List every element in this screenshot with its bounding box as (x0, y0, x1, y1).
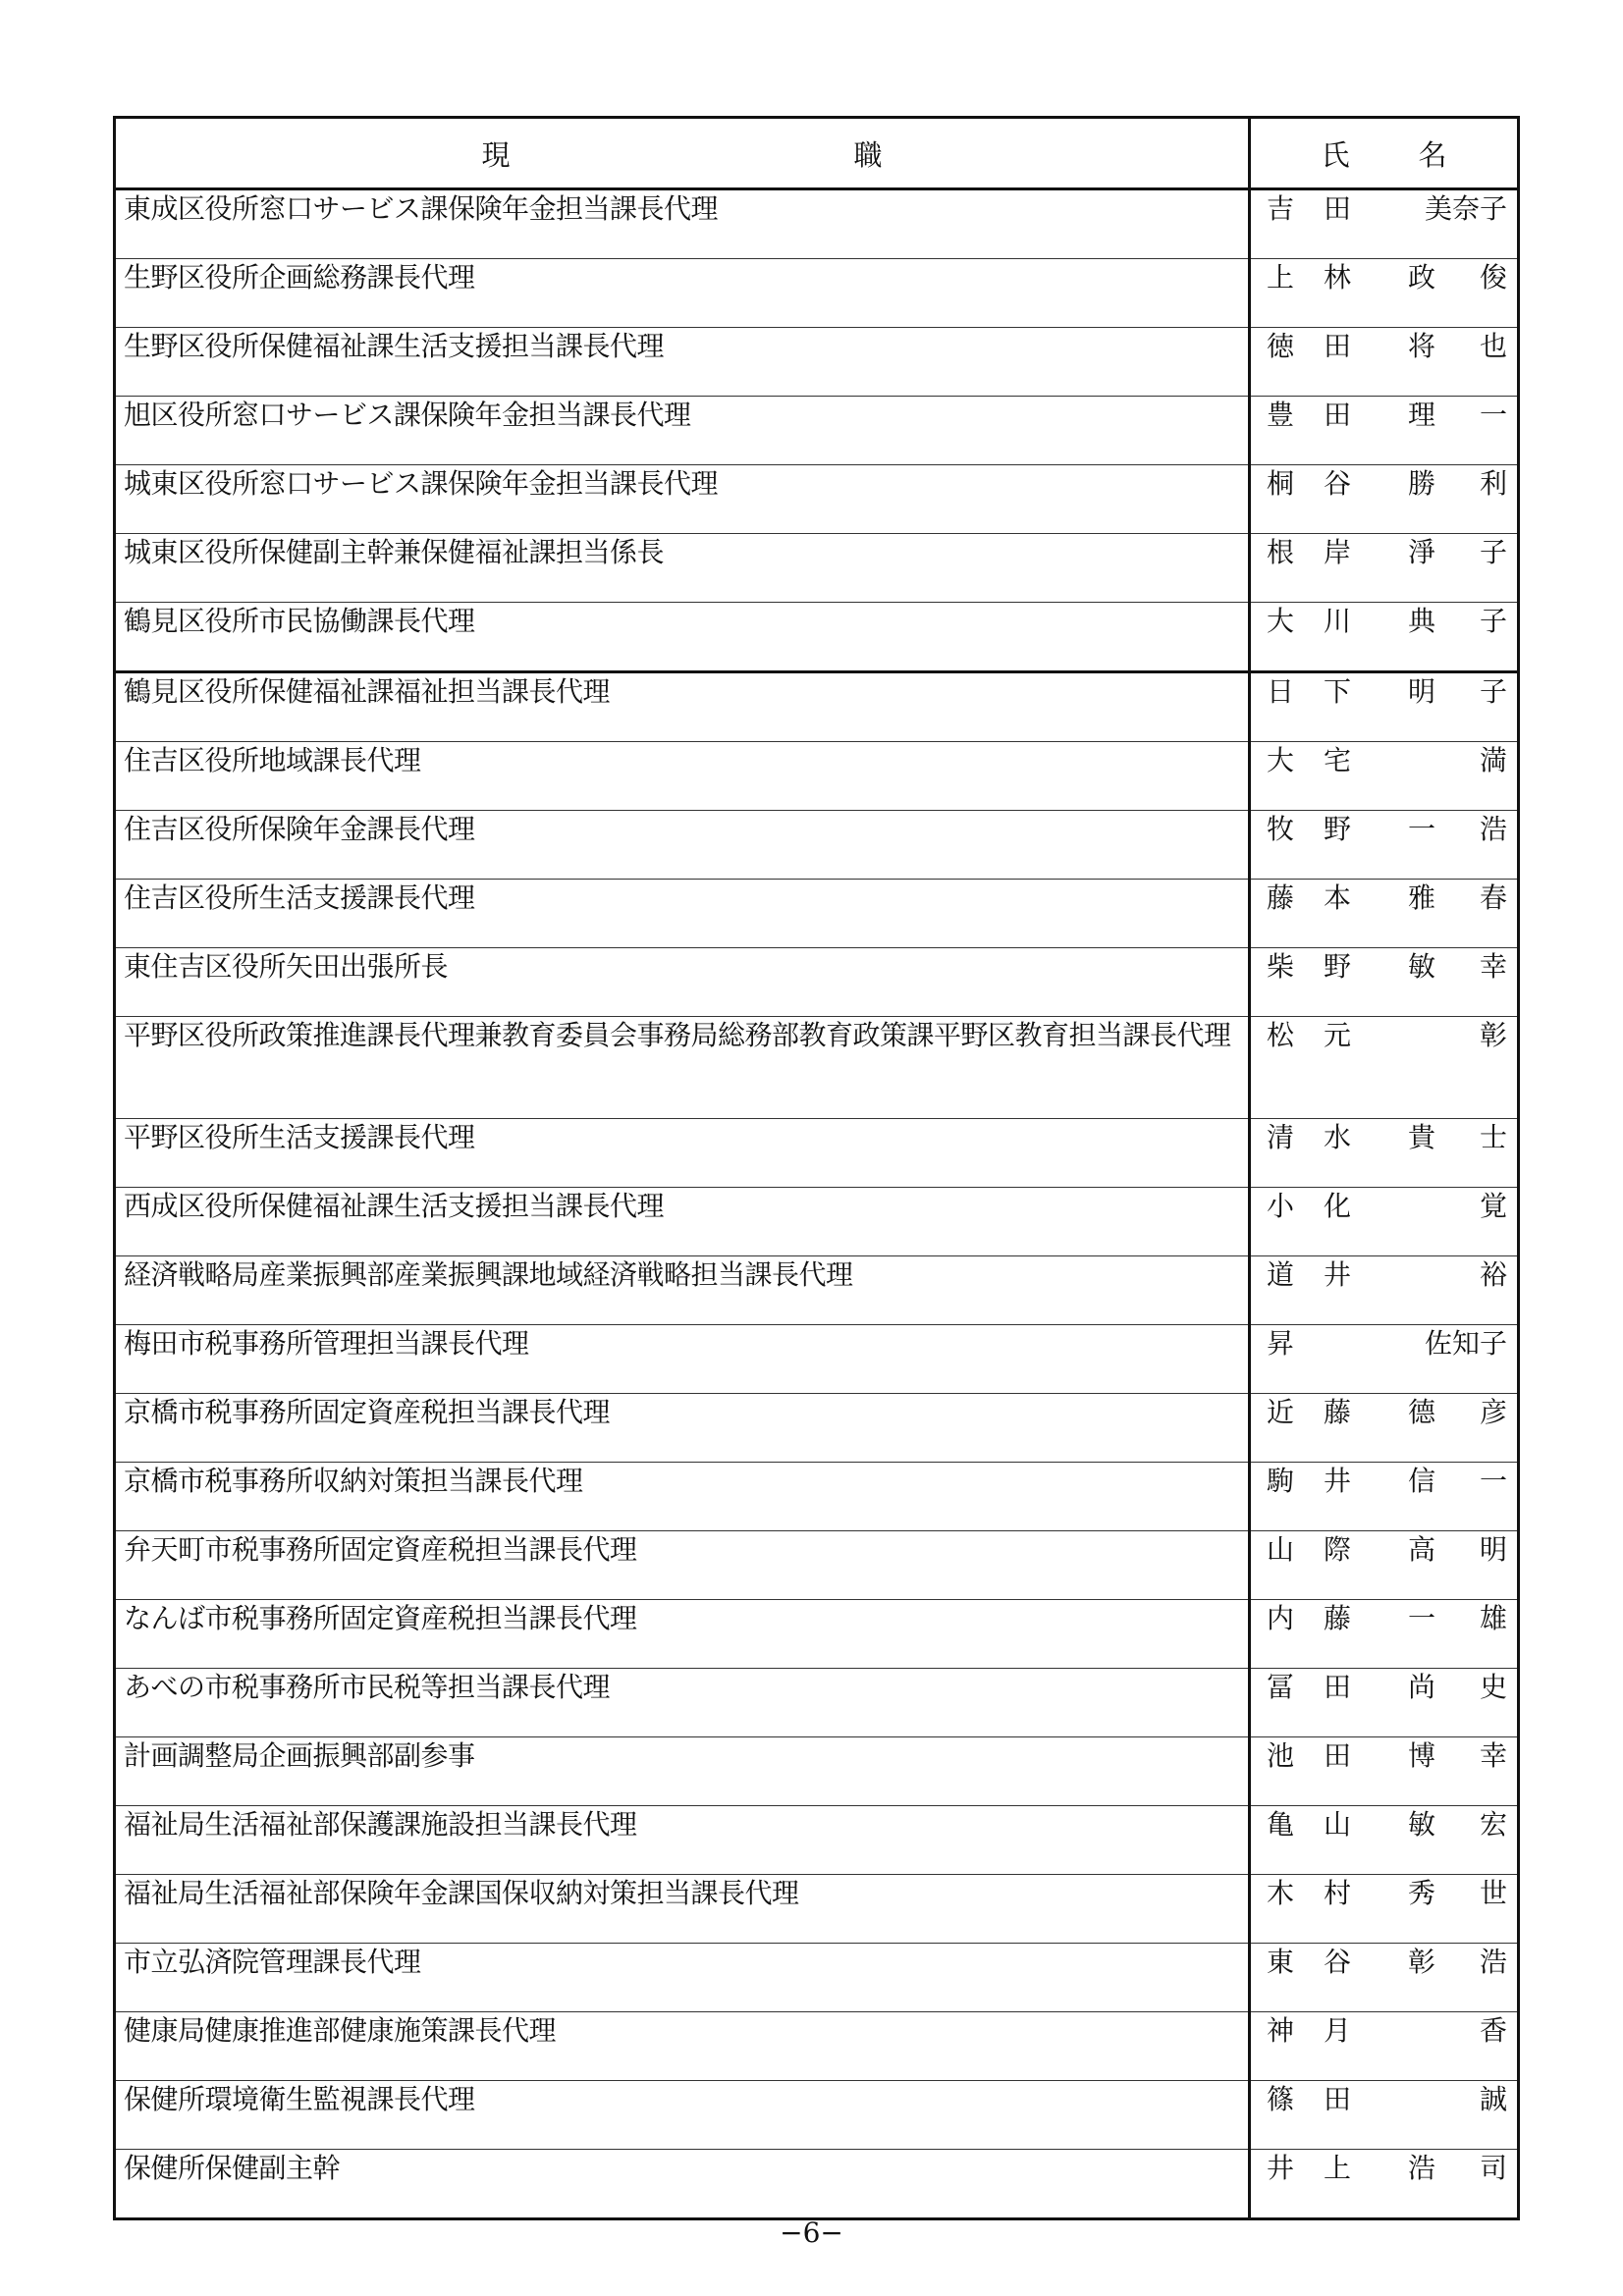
given-name-char-1: 高 (1408, 1533, 1436, 1566)
current-post-cell: 計画調整局企画振興部副参事 (115, 1737, 1250, 1806)
surname-char-2: 田 (1324, 330, 1352, 362)
given-name-char-1: 雅 (1408, 881, 1436, 914)
current-post-cell: 生野区役所企画総務課長代理 (115, 259, 1250, 328)
table-row (115, 1875, 1519, 1944)
given-name: 覚 (1479, 1190, 1507, 1222)
surname-char-2: 田 (1324, 399, 1352, 431)
given-name-char-2: 春 (1479, 881, 1507, 914)
surname-char-1: 東 (1267, 1946, 1295, 1978)
current-post-cell: 鶴見区役所保健福祉課福祉担当課長代理 (115, 672, 1250, 742)
current-post-cell: 城東区役所保健副主幹兼保健福祉課担当係長 (115, 534, 1250, 603)
table-row (115, 1119, 1519, 1188)
surname-char-2: 野 (1324, 813, 1352, 845)
given-name-char-1: 彰 (1408, 1946, 1436, 1978)
current-post-cell: 東成区役所窓口サービス課保険年金担当課長代理 (115, 189, 1250, 259)
header-current-post (115, 118, 1250, 189)
given-name-char-2: 幸 (1479, 950, 1507, 983)
surname-char-2: 田 (1324, 1739, 1352, 1772)
current-post-cell: 鶴見区役所市民協働課長代理 (115, 603, 1250, 672)
given-name-char-1: 信 (1408, 1465, 1436, 1497)
surname-char-1: 神 (1267, 2014, 1295, 2047)
surname-char-2: 際 (1324, 1533, 1352, 1566)
given-name (1380, 1877, 1507, 1910)
current-post-cell: 梅田市税事務所管理担当課長代理 (115, 1325, 1250, 1394)
given-name (1380, 2152, 1507, 2185)
name-cell (1250, 1531, 1519, 1600)
current-post-cell: 平野区役所生活支援課長代理 (115, 1119, 1250, 1188)
surname-char-2: 化 (1324, 1190, 1352, 1222)
surname-char-2: 下 (1324, 675, 1352, 708)
current-post-cell: 平野区役所政策推進課長代理兼教育委員会事務局総務部教育政策課平野区教育担当課長代理 (115, 1017, 1250, 1119)
given-name-char-2: 雄 (1479, 1602, 1507, 1634)
given-name-char-2: 一 (1479, 399, 1507, 431)
table-row (115, 742, 1519, 811)
given-name-char-2: 史 (1479, 1671, 1507, 1703)
name-cell (1250, 1256, 1519, 1325)
name-cell (1250, 948, 1519, 1017)
name-cell (1250, 259, 1519, 328)
name-cell (1250, 1119, 1519, 1188)
table-row (115, 2081, 1519, 2150)
surname-char-1: 冨 (1267, 1671, 1295, 1703)
table-row (115, 2150, 1519, 2219)
name-cell (1250, 603, 1519, 672)
surname-char-1: 昇 (1267, 1327, 1295, 1360)
given-name-char-2: 也 (1479, 330, 1507, 362)
given-name-char-2: 俊 (1479, 261, 1507, 294)
given-name-char-1: 明 (1408, 675, 1436, 708)
surname-char-1: 道 (1267, 1258, 1295, 1291)
table-row (115, 1600, 1519, 1669)
name-cell (1250, 880, 1519, 948)
given-name-char-1: 典 (1408, 605, 1436, 637)
table-row (115, 1017, 1519, 1119)
surname-char-1: 徳 (1267, 330, 1295, 362)
current-post-cell: 東住吉区役所矢田出張所長 (115, 948, 1250, 1017)
surname-char-2: 野 (1324, 950, 1352, 983)
surname-char-2: 井 (1324, 1258, 1352, 1291)
given-name-char-2: 利 (1479, 467, 1507, 500)
current-post-cell: 弁天町市税事務所固定資産税担当課長代理 (115, 1531, 1250, 1600)
given-name-char-1: 尚 (1408, 1671, 1436, 1703)
table-row (115, 1806, 1519, 1875)
current-post-cell: あべの市税事務所市民税等担当課長代理 (115, 1669, 1250, 1737)
surname-char-1: 池 (1267, 1739, 1295, 1772)
given-name-char-2: 子 (1479, 536, 1507, 568)
surname-char-1: 篠 (1267, 2083, 1295, 2115)
name-cell (1250, 2150, 1519, 2219)
given-name (1380, 1946, 1507, 1979)
given-name (1380, 675, 1507, 709)
table-row (115, 1463, 1519, 1531)
surname-char-2: 元 (1324, 1019, 1352, 1051)
header-name (1250, 118, 1519, 189)
surname-char-1: 駒 (1267, 1465, 1295, 1497)
surname-char-1: 牧 (1267, 813, 1295, 845)
surname-char-1: 内 (1267, 1602, 1295, 1634)
name-cell (1250, 2012, 1519, 2081)
surname-char-1: 日 (1267, 675, 1295, 708)
name-cell (1250, 1875, 1519, 1944)
surname-char-2: 岸 (1324, 536, 1352, 568)
name-cell (1250, 1806, 1519, 1875)
name-cell (1250, 534, 1519, 603)
table-row (115, 259, 1519, 328)
current-post-cell: 生野区役所保健福祉課生活支援担当課長代理 (115, 328, 1250, 397)
name-cell (1250, 1600, 1519, 1669)
page-number: −6− (780, 2216, 843, 2249)
given-name (1380, 1533, 1507, 1567)
surname-char-2: 谷 (1324, 1946, 1352, 1978)
given-name (1380, 467, 1507, 501)
given-name (1380, 950, 1507, 984)
given-name (1380, 1602, 1507, 1635)
table-row (115, 2012, 1519, 2081)
current-post-cell: 住吉区役所保険年金課長代理 (115, 811, 1250, 880)
header-post-char-1: 現 (481, 137, 511, 172)
table-row (115, 880, 1519, 948)
current-post-cell: 京橋市税事務所固定資産税担当課長代理 (115, 1394, 1250, 1463)
table-row (115, 1669, 1519, 1737)
surname-char-1: 柴 (1267, 950, 1295, 983)
name-cell (1250, 1944, 1519, 2012)
surname-char-1: 大 (1267, 605, 1295, 637)
table-row (115, 672, 1519, 742)
table-row (115, 603, 1519, 672)
surname-char-1: 山 (1267, 1533, 1295, 1566)
table-row (115, 1256, 1519, 1325)
given-name-char-1: 淨 (1408, 536, 1436, 568)
given-name-char-2: 一 (1479, 1465, 1507, 1497)
name-cell (1250, 189, 1519, 259)
surname-char-1: 根 (1267, 536, 1295, 568)
given-name: 誠 (1479, 2083, 1507, 2115)
table-row (115, 1944, 1519, 2012)
current-post-cell: 城東区役所窓口サービス課保険年金担当課長代理 (115, 465, 1250, 534)
table-row (115, 811, 1519, 880)
given-name (1380, 1465, 1507, 1498)
surname-char-2: 藤 (1324, 1396, 1352, 1428)
name-cell (1250, 1463, 1519, 1531)
name-cell (1250, 2081, 1519, 2150)
given-name-char-2: 彦 (1479, 1396, 1507, 1428)
given-name-char-1: 秀 (1408, 1877, 1436, 1909)
given-name (1380, 261, 1507, 294)
surname-char-1: 吉 (1267, 192, 1295, 225)
name-cell (1250, 1325, 1519, 1394)
table-row (115, 1325, 1519, 1394)
surname-char-1: 近 (1267, 1396, 1295, 1428)
name-cell (1250, 742, 1519, 811)
surname-char-1: 藤 (1267, 881, 1295, 914)
current-post-cell: 旭区役所窓口サービス課保険年金担当課長代理 (115, 397, 1250, 465)
given-name-char-1: 浩 (1408, 2152, 1436, 2184)
given-name: 彰 (1479, 1019, 1507, 1051)
given-name (1380, 1396, 1507, 1429)
name-cell (1250, 328, 1519, 397)
given-name (1380, 399, 1507, 432)
given-name (1380, 605, 1507, 638)
surname-char-1: 小 (1267, 1190, 1295, 1222)
current-post-cell: なんば市税事務所固定資産税担当課長代理 (115, 1600, 1250, 1669)
name-cell (1250, 465, 1519, 534)
given-name: 美奈子 (1424, 192, 1507, 225)
name-cell (1250, 1737, 1519, 1806)
name-cell (1250, 1017, 1519, 1119)
surname-char-1: 大 (1267, 744, 1295, 776)
surname-char-2: 林 (1324, 261, 1352, 294)
given-name-char-1: 勝 (1408, 467, 1436, 500)
name-cell (1250, 672, 1519, 742)
table-row (115, 397, 1519, 465)
given-name-char-2: 子 (1479, 675, 1507, 708)
current-post-cell: 健康局健康推進部健康施策課長代理 (115, 2012, 1250, 2081)
table-row (115, 189, 1519, 259)
given-name-char-2: 士 (1479, 1121, 1507, 1153)
current-post-cell: 福祉局生活福祉部保険年金課国保収納対策担当課長代理 (115, 1875, 1250, 1944)
current-post-cell: 京橋市税事務所収納対策担当課長代理 (115, 1463, 1250, 1531)
current-post-cell: 福祉局生活福祉部保護課施設担当課長代理 (115, 1806, 1250, 1875)
surname-char-1: 清 (1267, 1121, 1295, 1153)
given-name-char-1: 敏 (1408, 1808, 1436, 1841)
given-name (1380, 330, 1507, 363)
given-name-char-2: 浩 (1479, 813, 1507, 845)
table-row (115, 534, 1519, 603)
current-post-cell: 西成区役所保健福祉課生活支援担当課長代理 (115, 1188, 1250, 1256)
current-post-cell: 住吉区役所地域課長代理 (115, 742, 1250, 811)
given-name-char-1: 敏 (1408, 950, 1436, 983)
surname-char-1: 上 (1267, 261, 1295, 294)
surname-char-1: 木 (1267, 1877, 1295, 1909)
given-name-char-2: 浩 (1479, 1946, 1507, 1978)
given-name-char-2: 子 (1479, 605, 1507, 637)
name-cell (1250, 1669, 1519, 1737)
table-row (115, 1737, 1519, 1806)
surname-char-2: 上 (1324, 2152, 1352, 2184)
given-name (1380, 1808, 1507, 1842)
given-name-char-1: 一 (1408, 1602, 1436, 1634)
surname-char-2: 村 (1324, 1877, 1352, 1909)
given-name: 裕 (1479, 1258, 1507, 1291)
surname-char-2: 宅 (1324, 744, 1352, 776)
table-row (115, 1531, 1519, 1600)
given-name-char-1: 理 (1408, 399, 1436, 431)
current-post-cell: 市立弘済院管理課長代理 (115, 1944, 1250, 2012)
table-row (115, 1394, 1519, 1463)
table-header-row (115, 118, 1519, 189)
given-name: 満 (1479, 744, 1507, 776)
given-name (1380, 1739, 1507, 1773)
given-name (1380, 536, 1507, 569)
surname-char-1: 井 (1267, 2152, 1295, 2184)
surname-char-1: 亀 (1267, 1808, 1295, 1841)
given-name-char-1: 政 (1408, 261, 1436, 294)
surname-char-2: 田 (1324, 1671, 1352, 1703)
name-cell (1250, 1188, 1519, 1256)
name-cell (1250, 397, 1519, 465)
given-name-char-1: 貴 (1408, 1121, 1436, 1153)
current-post-cell: 保健所保健副主幹 (115, 2150, 1250, 2219)
given-name (1380, 1671, 1507, 1704)
table-row (115, 328, 1519, 397)
surname-char-2: 川 (1324, 605, 1352, 637)
personnel-table (113, 116, 1520, 2220)
surname-char-2: 田 (1324, 2083, 1352, 2115)
given-name-char-1: 德 (1408, 1396, 1436, 1428)
table-row (115, 1188, 1519, 1256)
given-name (1380, 881, 1507, 915)
given-name-char-1: 博 (1408, 1739, 1436, 1772)
current-post-cell: 保健所環境衛生監視課長代理 (115, 2081, 1250, 2150)
current-post-cell: 経済戦略局産業振興部産業振興課地域経済戦略担当課長代理 (115, 1256, 1250, 1325)
surname-char-2: 本 (1324, 881, 1352, 914)
surname-char-2: 谷 (1324, 467, 1352, 500)
given-name-char-2: 司 (1479, 2152, 1507, 2184)
given-name-char-2: 明 (1479, 1533, 1507, 1566)
surname-char-2: 田 (1324, 192, 1352, 225)
table-body (115, 189, 1519, 2219)
given-name-char-2: 世 (1479, 1877, 1507, 1909)
surname-char-1: 豊 (1267, 399, 1295, 431)
given-name-char-2: 幸 (1479, 1739, 1507, 1772)
given-name-char-1: 将 (1408, 330, 1436, 362)
header-post-char-2: 職 (853, 137, 883, 172)
given-name (1380, 813, 1507, 846)
surname-char-2: 山 (1324, 1808, 1352, 1841)
current-post-cell: 住吉区役所生活支援課長代理 (115, 880, 1250, 948)
surname-char-2: 月 (1324, 2014, 1352, 2047)
surname-char-1: 松 (1267, 1019, 1295, 1051)
given-name (1380, 1121, 1507, 1154)
surname-char-1: 桐 (1267, 467, 1295, 500)
given-name-char-1: 一 (1408, 813, 1436, 845)
table-row (115, 948, 1519, 1017)
table-row (115, 465, 1519, 534)
given-name: 佐知子 (1424, 1327, 1507, 1360)
name-cell (1250, 1394, 1519, 1463)
surname-char-2: 井 (1324, 1465, 1352, 1497)
given-name-char-2: 宏 (1479, 1808, 1507, 1841)
given-name: 香 (1479, 2014, 1507, 2047)
surname-char-2: 水 (1324, 1121, 1352, 1153)
header-name-char-1: 氏 (1321, 137, 1350, 172)
surname-char-2: 藤 (1324, 1602, 1352, 1634)
header-name-char-2: 名 (1418, 137, 1447, 172)
name-cell (1250, 811, 1519, 880)
